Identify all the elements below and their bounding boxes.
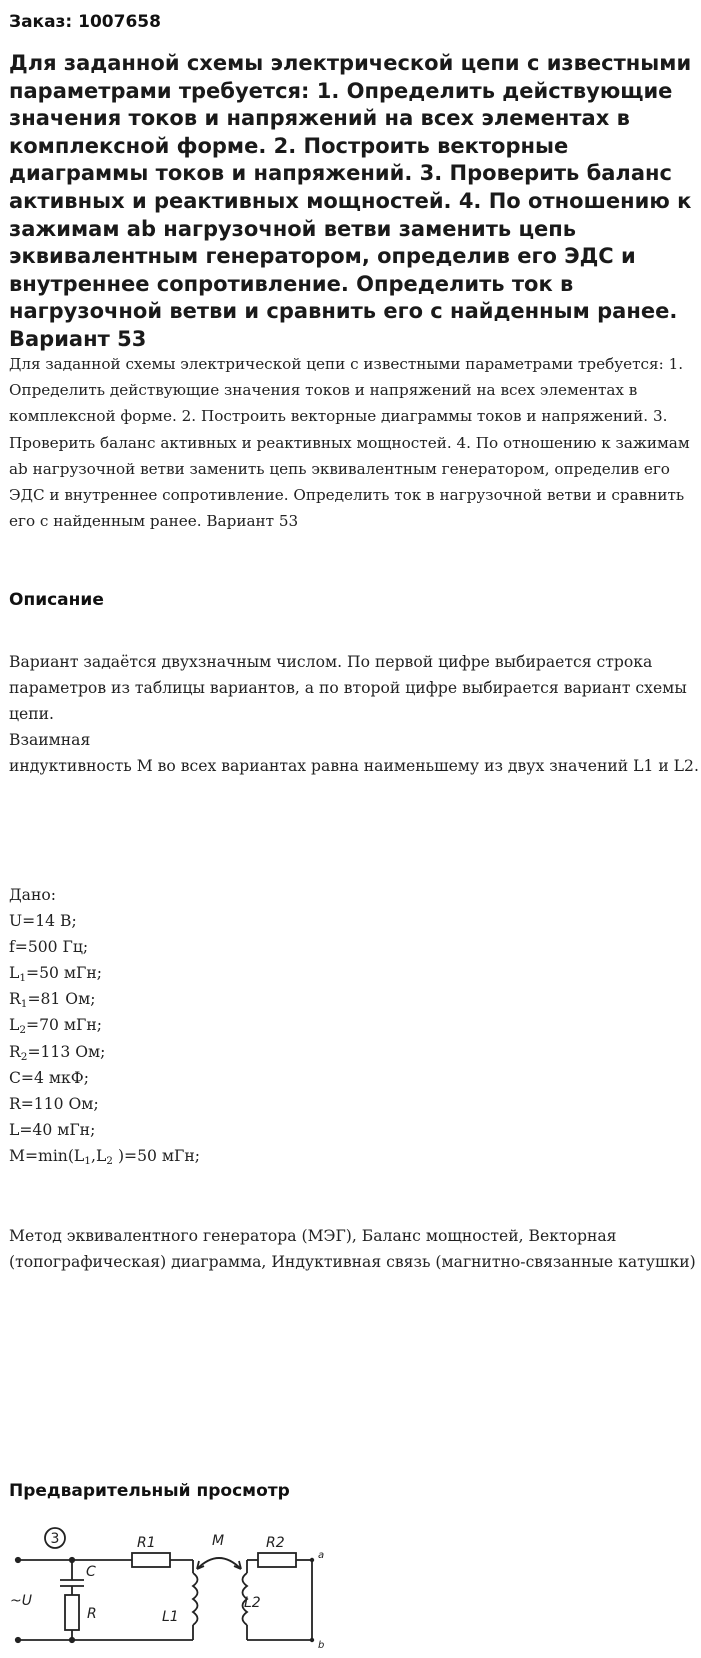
circuit-diagram — [0, 1525, 701, 1654]
label-l2: L2 — [244, 1595, 261, 1611]
given-values — [9, 882, 200, 1169]
given-label: Дано: — [9, 886, 57, 904]
given-r2: $R_2=113$ Ом; — [9, 1042, 106, 1063]
circuit-preview[interactable] — [0, 1525, 701, 1658]
given-l2: $L_2=70$ мГн; — [9, 1016, 103, 1037]
given-u: U=14 В; — [9, 912, 77, 931]
description-paragraph: Вариант задаётся двухзначным числом. По первой цифре выбирается строка параметров из таблицы вариантов, а по второй цифре выбирается вариант схемы цепи. — [9, 653, 687, 723]
given-m: $M=\min(L_1,L_2$ )=50 мГн; — [9, 1146, 200, 1167]
label-r: R — [87, 1606, 97, 1622]
variant-circle-label: 3 — [50, 1531, 60, 1547]
label-r2: R2 — [266, 1535, 285, 1551]
label-a: a — [318, 1550, 325, 1561]
preview-heading: Предварительный просмотр — [9, 1481, 290, 1501]
order-number: Заказ: 1007658 — [9, 12, 161, 32]
label-l1: L1 — [162, 1609, 179, 1625]
mutual-inductance-label: Взаимная — [9, 731, 91, 749]
mutual-inductance-text: индуктивность М во всех вариантах равна наименьшему из двух значений L1 и L2. — [9, 757, 699, 775]
label-m: M — [212, 1533, 225, 1549]
given-f: f=500 Гц; — [9, 938, 89, 957]
given-r: R=110 Ом; — [9, 1094, 99, 1113]
label-c: C — [86, 1564, 96, 1580]
label-r1: R1 — [137, 1535, 156, 1551]
page-title: Для заданной схемы электрической цепи с известными параметрами требуется: 1. Определить действующие значения токов и напряжений на всех элементах в комплексной форме. 2. Построить векторные диаграммы токов и напряжений. 3. Проверить баланс активных и реактивных мощностей. 4. По отношению к зажимам ab нагрузочной ветви заменить цепь эквивалентным генератором, определив его ЭДС и внутреннее сопротивление. Определить ток в нагрузочной ветви и сравнить его с найденным ранее. Вариант 53 — [9, 51, 692, 351]
given-c: C=4 мкФ; — [9, 1068, 89, 1087]
given-l1: $L_1=50$ мГн; — [9, 964, 103, 985]
label-u: ~U — [10, 1593, 32, 1609]
description-heading: Описание — [9, 590, 104, 610]
given-r1: $R_1=81$ Ом; — [9, 990, 96, 1011]
given-l: L=40 мГн; — [9, 1120, 96, 1139]
methods-text: Метод эквивалентного генератора (МЭГ), Баланс мощностей, Векторная (топографическая) диаграмма, Индуктивная связь (магнитно-связанные катушки) — [9, 1227, 696, 1271]
lead-paragraph: Для заданной схемы электрической цепи с известными параметрами требуется: 1. Определить действующие значения токов и напряжений на всех элементах в комплексной форме. 2. Построить векторные диаграммы токов и напряжений. 3. Проверить баланс активных и реактивных мощностей. 4. По отношению к зажимам ab нагрузочной ветви заменить цепь эквивалентным генератором, определив его ЭДС и внутреннее сопротивление. Определить ток в нагрузочной ветви и сравнить его с найденным ранее. Вариант 53 — [9, 355, 690, 531]
label-b: b — [318, 1640, 325, 1651]
